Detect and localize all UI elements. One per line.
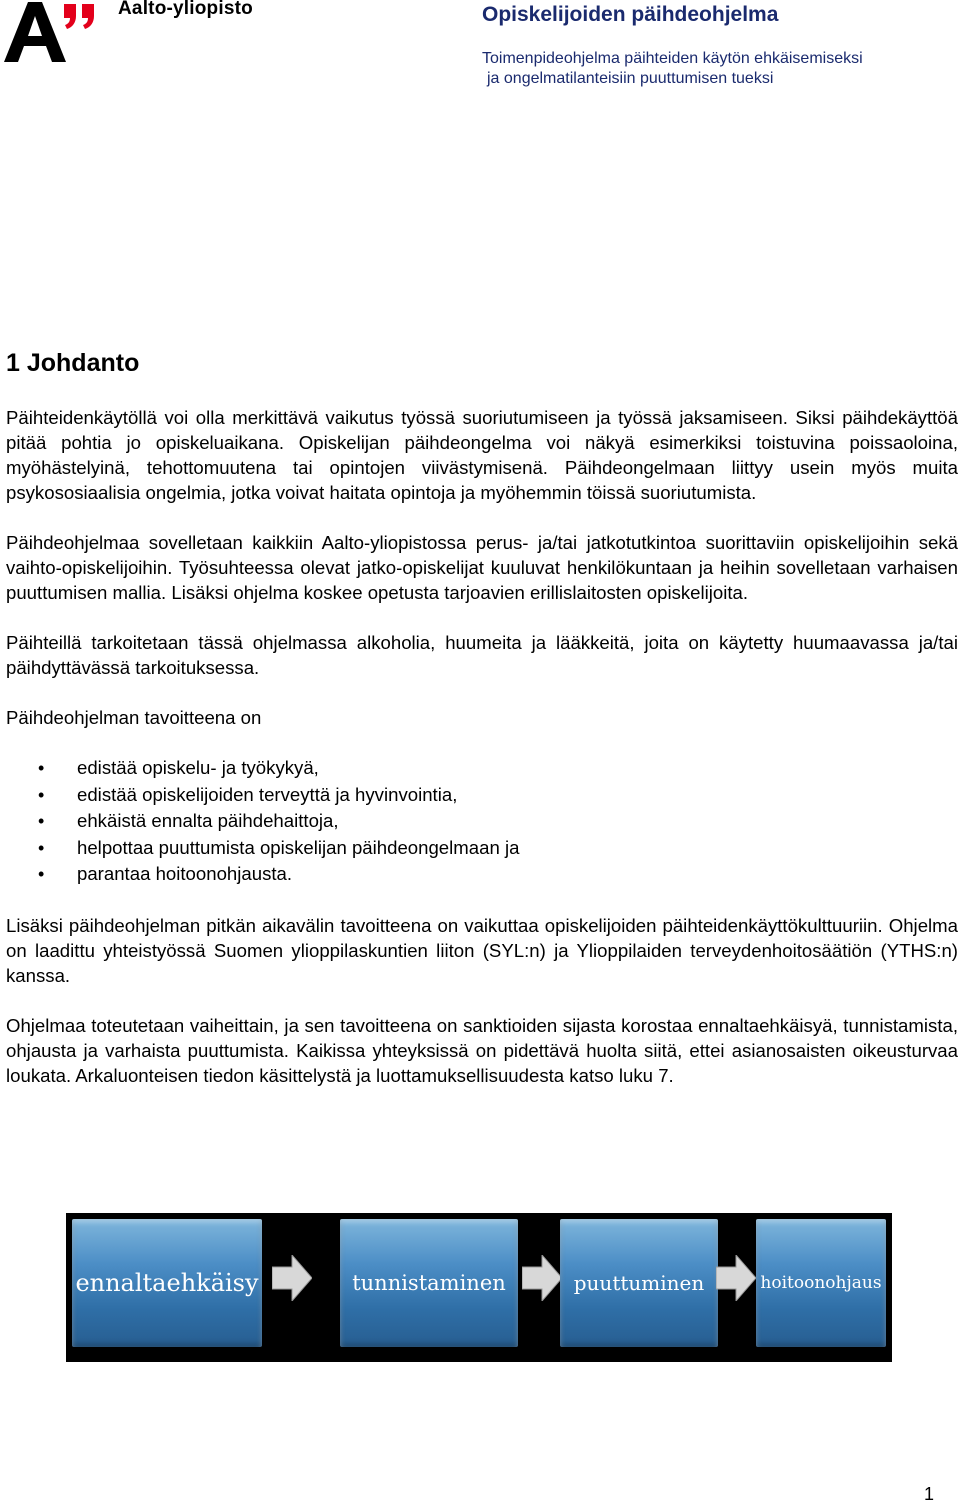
logo-quote-mark-icon: [64, 4, 76, 29]
subtitle-line: Toimenpideohjelma päihteiden käytön ehkäisemiseksi: [482, 50, 863, 67]
list-item: • helpottaa puuttumista opiskelijan päihdeongelmaan ja: [6, 835, 958, 862]
paragraph: Päihdeohjelmaa sovelletaan kaikkiin Aalto-yliopistossa perus- ja/tai jatkotutkintoa suorittaviin opiskelijoihin sekä vaihto-opiskelijoihin. Työsuhteessa olevat jatko-opiskelijat kuuluvat henkilökuntaan ja heihin sovelletaan varhaisen puuttumisen mallia. Lisäksi ohjelma koskee opetusta tarjoavien erillislaitosten opiskelijoita.: [6, 532, 958, 603]
paragraph: Päihdeohjelman tavoitteena on: [6, 707, 262, 728]
process-diagram: [66, 1213, 892, 1362]
paragraph: Lisäksi päihdeohjelman pitkän aikavälin tavoitteena on vaikuttaa opiskelijoiden päihteidenkäyttökulttuuriin. Ohjelma on laadittu yhteistyössä Suomen ylioppilaskuntien liiton (SYL:n) ja Ylioppilaiden terveydenhoitosäätiön (YTHS:n) kanssa.: [6, 914, 958, 986]
section-heading: 1 Johdanto: [6, 349, 140, 377]
document-subtitle: [482, 49, 863, 89]
step-box: puuttuminen: [560, 1219, 718, 1347]
page-number: 1: [924, 1484, 935, 1504]
paragraph: Päihteidenkäytöllä voi olla merkittävä vaikutus työssä suoriutumiseen ja työssä jaksamiseen. Siksi päihdekäyttöä pitää pohtia jo opiskeluaikana. Opiskelijan päihdeongelma voi näkyä esimerkiksi toistuvina poissaoloina, myöhästelyinä, tehottomuutena tai opintojen viivästymisenä. Päihdeongelmaan liittyy usein myös muita psykososiaalisia ongelmia, jotka voivat haitata opintoja ja myöhemmin töissä suoriutumista.: [6, 407, 958, 503]
list-item: • ehkäistä ennalta päihdehaittoja,: [6, 808, 958, 835]
paragraph: Päihteillä tarkoitetaan tässä ohjelmassa alkoholia, huumeita ja lääkkeitä, joita on käytetty huumaavassa ja/tai päihdyttävässä tarkoituksessa.: [6, 632, 958, 678]
arrow-right-icon: [272, 1255, 312, 1301]
arrow-right-icon: [716, 1255, 756, 1301]
goals-list: [6, 755, 958, 888]
subtitle-line: ja ongelmatilanteisiin puuttumisen tueksi: [487, 70, 774, 87]
document-title: Opiskelijoiden päihdeohjelma: [482, 3, 779, 26]
brand-name: Aalto-yliopisto: [118, 0, 253, 19]
list-item: • edistää opiskelu- ja työkykyä,: [6, 755, 958, 782]
step-box: tunnistaminen: [340, 1219, 518, 1347]
section-body: [6, 405, 958, 1113]
list-item: • edistää opiskelijoiden terveyttä ja hyvinvointia,: [6, 782, 958, 809]
step-box: ennaltaehkäisy: [72, 1219, 262, 1347]
step-box: hoitoonohjaus: [756, 1219, 886, 1347]
aalto-logo: [2, 0, 102, 66]
arrow-right-icon: [522, 1255, 562, 1301]
paragraph: Ohjelmaa toteutetaan vaiheittain, ja sen tavoitteena on sanktioiden sijasta korostaa ennaltaehkäisyä, tunnistamista, ohjausta ja varhaista puuttumista. Kaikissa yhteyksissä on pidettävä huolta siitä, ettei asianosaisten oikeusturvaa loukata. Arkaluonteisen tiedon käsittelystä ja luottamuksellisuudesta katso luku 7.: [6, 1014, 958, 1086]
list-item: • parantaa hoitoonohjausta.: [6, 861, 958, 888]
